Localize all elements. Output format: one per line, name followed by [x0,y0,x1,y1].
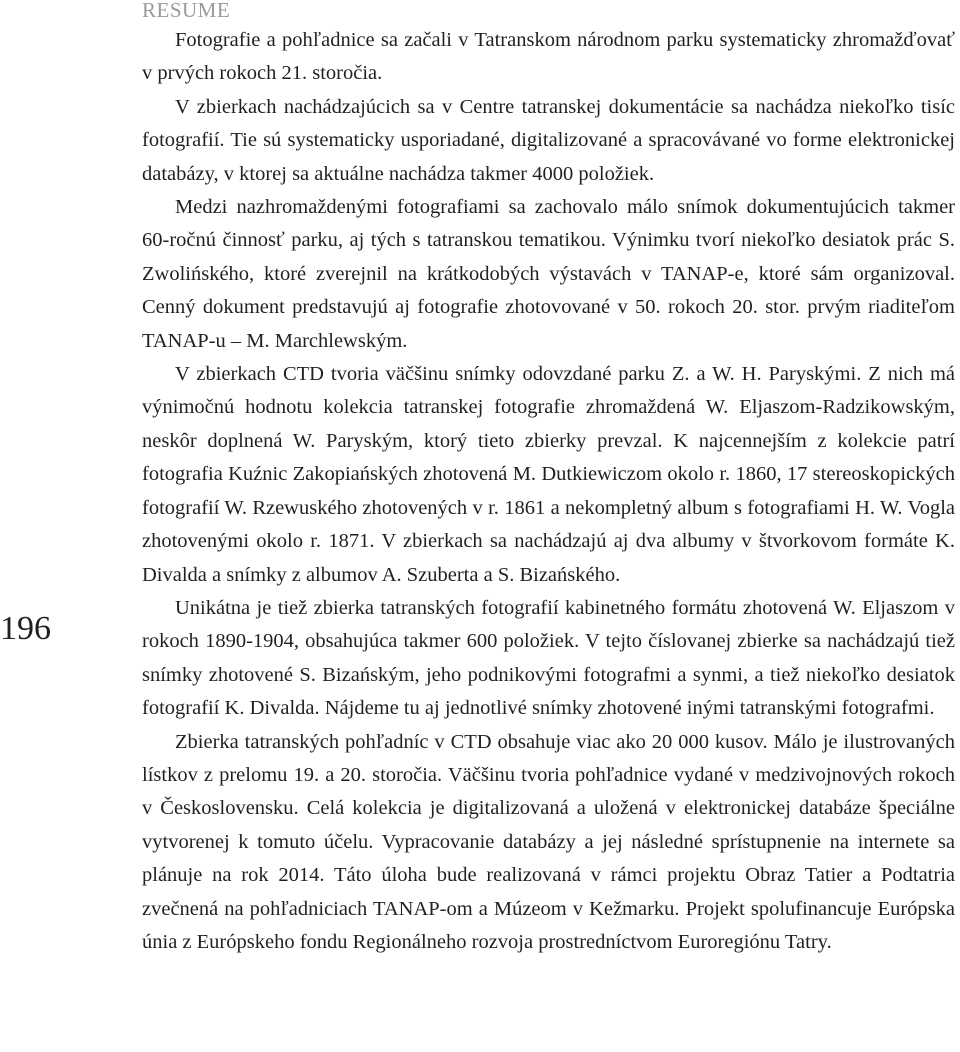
paragraph-3: Medzi nazhromaždenými fotografiami sa zachovalo málo snímok dokumentujúcich takmer 60-ročnú činnosť parku, aj tých s tatranskou tematikou. Výnimku tvorí niekoľko desiatok prác S. Zwolińského, ktoré zverejnil na krátkodobých výstavách v TANAP-e, ktoré sám organizoval. Cenný dokument predstavujú aj fotografie zhotovované v 50. rokoch 20. stor. prvým riaditeľom TANAP-u – M. Marchlewským. [142,196,955,352]
resume-body [142,24,955,959]
paragraph-6: Zbierka tatranských pohľadníc v CTD obsahuje viac ako 20 000 kusov. Málo je ilustrovaných lístkov z prelomu 19. a 20. storočia. Väčšinu tvoria pohľadnice vydané v medzivojnových rokoch v Československu. Celá kolekcia je digitalizovaná a uložená v elektronickej databáze špeciálne vytvorenej k tomuto účelu. Vypracovanie databázy a jej následné sprístupnenie na internete sa plánuje na rok 2014. Táto úloha bude realizovaná v rámci projektu Obraz Tatier a Podtatria zvečnená na pohľadniciach TANAP-om a Múzeom v Kežmarku. Projekt spolufinancuje Európska únia z Európskeho fondu Regionálneho rozvoja prostredníctvom Euroregiónu Tatry. [142,730,955,953]
page-number: 196 [0,610,51,647]
paragraph-2: V zbierkach nachádzajúcich sa v Centre tatranskej dokumentácie sa nachádza niekoľko tisíc fotografií. Tie sú systematicky usporiadané, digitalizované a spracovávané vo forme elektronickej databázy, v ktorej sa aktuálne nachádza takmer 4000 položiek. [142,95,955,185]
section-heading: RESUME [142,0,231,22]
paragraph-4: V zbierkach CTD tvoria väčšinu snímky odovzdané parku Z. a W. H. Paryskými. Z nich má výnimočnú hodnotu kolekcia tatranskej fotografie zhromaždená W. Eljaszom-Radzikowským, neskôr doplnená W. Paryským, ktorý tieto zbierky prevzal. K najcennejším z kolekcie patrí fotografia Kuźnic Zakopiańských zhotovená M. Dutkiewiczom okolo r. 1860, 17 stereoskopických fotografií W. Rzewuského zhotovených v r. 1861 a nekompletný album s fotografiami H. W. Vogla zhotovenými okolo r. 1871. V zbierkach sa nachádzajú aj dva albumy v štvorkovom formáte K. Divalda a snímky z albumov A. Szuberta a S. Bizańského. [142,363,955,586]
paragraph-5: Unikátna je tiež zbierka tatranských fotografií kabinetného formátu zhotovená W. Eljaszom v rokoch 1890-1904, obsahujúca takmer 600 položiek. V tejto číslovanej zbierke sa nachádzajú tiež snímky zhotovené S. Bizańským, jeho podnikovými fotografmi a synmi, a tiež niekoľko desiatok fotografií K. Divalda. Nájdeme tu aj jednotlivé snímky zhotovené inými tatranskými fotografmi. [142,596,955,720]
paragraph-1: Fotografie a pohľadnice sa začali v Tatranskom národnom parku systematicky zhromažďovať v prvých rokoch 21. storočia. [142,29,955,85]
